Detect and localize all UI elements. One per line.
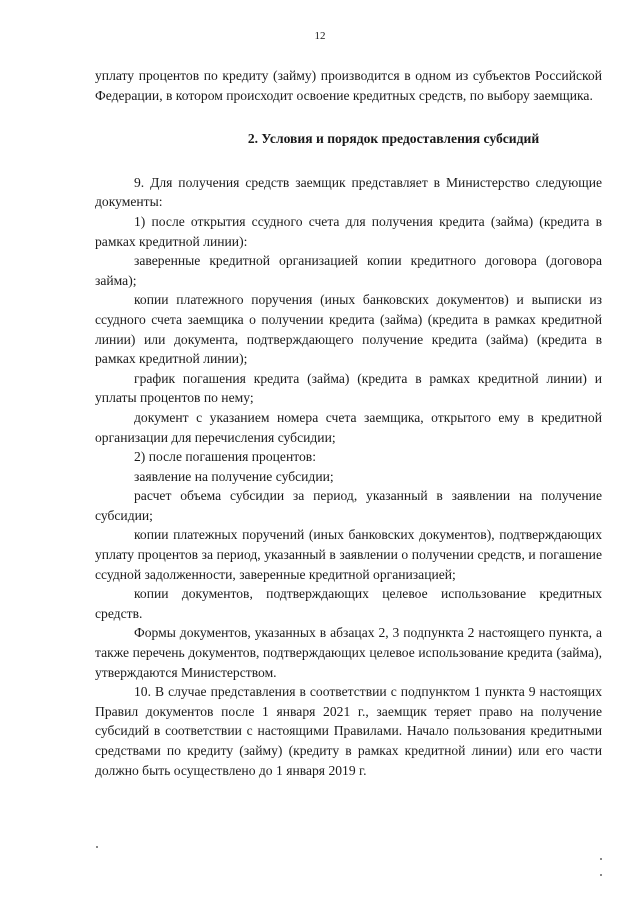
paragraph-account-number-document: документ с указанием номера счета заемщика, открытого ему в кредитной организации для перечисления субсидии; bbox=[95, 409, 602, 445]
paragraph-item-10: 10. В случае представления в соответствии с подпунктом 1 пункта 9 настоящих Правил документов после 1 января 2021 г., заемщик теряет право на получение субсидий в соответствии с настоящими Правилами. Начало пользования кредитными средствами по кредиту (займу) (кредиту в рамках кредитной линии) или его части должно быть осуществлено до 1 января 2019 г. bbox=[95, 684, 602, 778]
paragraph-repayment-schedule: график погашения кредита (займа) (кредита в рамках кредитной линии) и уплаты процентов по нему; bbox=[95, 370, 602, 406]
intro-paragraph: уплату процентов по кредиту (займу) производится в одном из субъектов Российской Федерации, в котором происходит освоение кредитных средств, по выбору заемщика. bbox=[95, 68, 602, 103]
paragraph-subsidy-application: заявление на получение субсидии; bbox=[134, 468, 334, 484]
paragraph-target-use-documents: копии документов, подтверждающих целевое использование кредитных средств. bbox=[95, 586, 602, 621]
section-heading: 2. Условия и порядок предоставления субсидий bbox=[247, 131, 540, 147]
paragraph-credit-contract-copies: заверенные кредитной организацией копии кредитного договора (договора займа); bbox=[95, 253, 602, 288]
paragraph-payment-orders: копии платежных поручений (иных банковских документов), подтверждающих уплату процентов за период, указанный в заявлении о получении средств, и погашение ссудной задолженности, заверенные кредитной организацией; bbox=[95, 527, 602, 582]
paragraph-subsidy-calculation: расчет объема субсидии за период, указанный в заявлении на получение субсидии; bbox=[95, 488, 602, 523]
paragraph-document-forms: Формы документов, указанных в абзацах 2, 3 подпункта 2 настоящего пункта, а также перечень документов, подтверждающих целевое использование кредита (займа), утверждаются Министерством. bbox=[95, 625, 602, 680]
page-number: 12 bbox=[314, 30, 326, 42]
paragraph-subitem-2: 2) после погашения процентов: bbox=[134, 449, 316, 465]
paragraph-item-9: 9. Для получения средств заемщик представляет в Министерство следующие документы: bbox=[95, 174, 602, 210]
scan-speck bbox=[96, 846, 98, 848]
paragraph-payment-order-copies: копии платежного поручения (иных банковских документов) и выписки из ссудного счета заемщика о получении кредита (займа) (кредита в рамках кредитной линии) или документа, подтверждающего получение кредита (займа) (кредита в рамках кредитной линии); bbox=[95, 292, 602, 367]
scan-speck bbox=[600, 874, 602, 876]
scan-speck bbox=[600, 858, 602, 860]
document-body bbox=[95, 66, 602, 780]
paragraph-subitem-1: 1) после открытия ссудного счета для получения кредита (займа) (кредита в рамках кредитной линии): bbox=[95, 213, 602, 249]
